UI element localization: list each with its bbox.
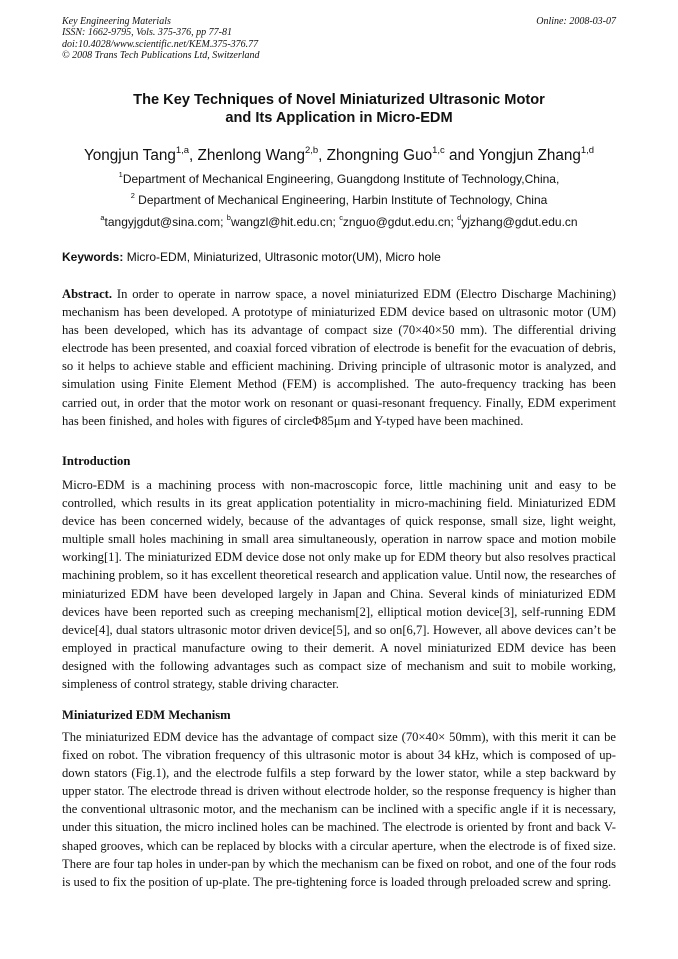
email-superscript: a bbox=[100, 213, 105, 223]
online-date: Online: 2008-03-07 bbox=[536, 16, 616, 27]
author-separator: , bbox=[189, 147, 198, 164]
author-superscript: 1,a bbox=[175, 144, 190, 156]
title-line-1: The Key Techniques of Novel Miniaturized Ultrasonic Motor bbox=[133, 92, 545, 108]
author-name: Zhongning Guo bbox=[326, 147, 433, 164]
email-address[interactable]: tangyjgdut@sina.com; bbox=[104, 215, 227, 229]
email-line bbox=[62, 215, 616, 230]
author-list bbox=[62, 146, 616, 166]
copyright-line: © 2008 Trans Tech Publications Ltd, Switzerland bbox=[62, 49, 260, 61]
author-superscript: 1,c bbox=[432, 144, 445, 156]
author-name: Yongjun Zhang bbox=[478, 147, 581, 164]
email-address[interactable]: znguo@gdut.edu.cn; bbox=[342, 215, 458, 229]
journal-header bbox=[62, 16, 616, 61]
issn-line: ISSN: 1662-9795, Vols. 375-376, pp 77-81 bbox=[62, 27, 232, 39]
introduction-paragraph: Micro-EDM is a machining process with non-macroscopic force, little machining unit and easy to be controlled, which results in its great application potentiality in micro-machining field. Miniaturized EDM device has been concerned widely, because of the advantages of quick response, small size, light weight, multiple small holes machining in small area simultaneously, operation in narrow space and motion mobile working[1]. The miniaturized EDM device dose not only make up for EDM theory but also resolves practical machining problem, so it has excellent theoretical research and application value. Until now, the researches of miniaturized EDM have been developed largely in Japan and China. Several kinds of miniaturized EDM devices have been reported such as creeping mechanism[2], elliptical motion device[3], self-running EDM device[4], dual stators ultrasonic motor driven device[5], and so on[6,7]. However, all above devices can’t be employed in practical manufacture owing to their demerit. A novel miniaturized EDM device has been designed with the following advantages such as compact size of mechanism and suit to mobile working, simpleness of control strategy, stable driving character. bbox=[62, 478, 616, 692]
email-superscript: d bbox=[457, 213, 462, 223]
affiliation-2 bbox=[62, 193, 616, 208]
author-separator: and bbox=[444, 147, 479, 164]
affiliation-1 bbox=[62, 172, 616, 187]
doi-line: doi:10.4028/www.scientific.net/KEM.375-376.77 bbox=[62, 38, 259, 50]
journal-name: Key Engineering Materials bbox=[62, 16, 171, 27]
keywords-label: Keywords: bbox=[62, 250, 124, 264]
email-address[interactable]: yjzhang@gdut.edu.cn bbox=[461, 215, 578, 229]
author-superscript: 1,d bbox=[580, 144, 595, 156]
email-superscript: c bbox=[339, 213, 343, 223]
author-separator: , bbox=[318, 147, 327, 164]
email-address[interactable]: wangzl@hit.edu.cn; bbox=[230, 215, 340, 229]
affiliation-text: Department of Mechanical Engineering, Harbin Institute of Technology, China bbox=[134, 193, 548, 207]
author-superscript: 2,b bbox=[304, 144, 319, 156]
author-name: Yongjun Tang bbox=[83, 147, 176, 164]
abstract-label: Abstract. bbox=[62, 287, 113, 301]
mechanism-paragraph: The miniaturized EDM device has the advantage of compact size (70×40× 50mm), with this merit it can be fixed on robot. The vibration frequency of this ultrasonic motor is about 34 kHz, which is composed of up-down stators (Fig.1), and the electrode fulfils a step forward by the lower stator, while a step backward by upper stator. The electrode thread is driven without electrode holder, so the response frequency is higher than the conventional ultrasonic motor, and the mechanism can be inclined with a specific angle if it is necessary, under this situation, the micro inclined holes can be machined. The electrode is oriented by front and back V-shaped grooves, which can be replaced by blocks with a circular aperture, when the electrode is of fixed size. There are four tap holes in under-pan by which the mechanism can be fixed on robot, and one of the four rods is used to fix the position of up-plate. The pre-tightening force is loaded through preloaded screw and spring. bbox=[62, 730, 616, 889]
abstract-paragraph bbox=[62, 285, 616, 430]
title-line-2: and Its Application in Micro-EDM bbox=[225, 110, 453, 126]
affiliation-superscript: 1 bbox=[118, 170, 123, 180]
keywords-line bbox=[62, 250, 616, 265]
mechanism-heading: Miniaturized EDM Mechanism bbox=[62, 708, 231, 722]
abstract-text: In order to operate in narrow space, a novel miniaturized EDM (Electro Discharge Machining) mechanism has been developed. A prototype of miniaturized EDM device based on ultrasonic motor (UM) has been developed, which has its advantage of compact size (70×40×50 mm). The differential driving electrode has been presented, and coaxial forced vibration of electrode is benefit for the evacuation of debris, so it helps to achieve stable and efficient machining. Driving principle of ultrasonic motor is analyzed, and simulation using Finite Element Method (FEM) is accomplished. The auto-frequency tracking has been carried out, in order that the motor work on resonant or quasi-resonant frequency. Finally, EDM experiment has been finished, and holes with figures of circleΦ85μm and Y-typed have been machined. bbox=[62, 287, 616, 428]
introduction-heading: Introduction bbox=[62, 454, 131, 468]
paper-title bbox=[62, 91, 616, 127]
keywords-text: Micro-EDM, Miniaturized, Ultrasonic motor(UM), Micro hole bbox=[123, 250, 441, 264]
affiliation-text: Department of Mechanical Engineering, Guangdong Institute of Technology,China, bbox=[122, 172, 560, 186]
email-superscript: b bbox=[226, 213, 231, 223]
affiliation-superscript: 2 bbox=[130, 191, 135, 201]
author-name: Zhenlong Wang bbox=[197, 147, 305, 164]
